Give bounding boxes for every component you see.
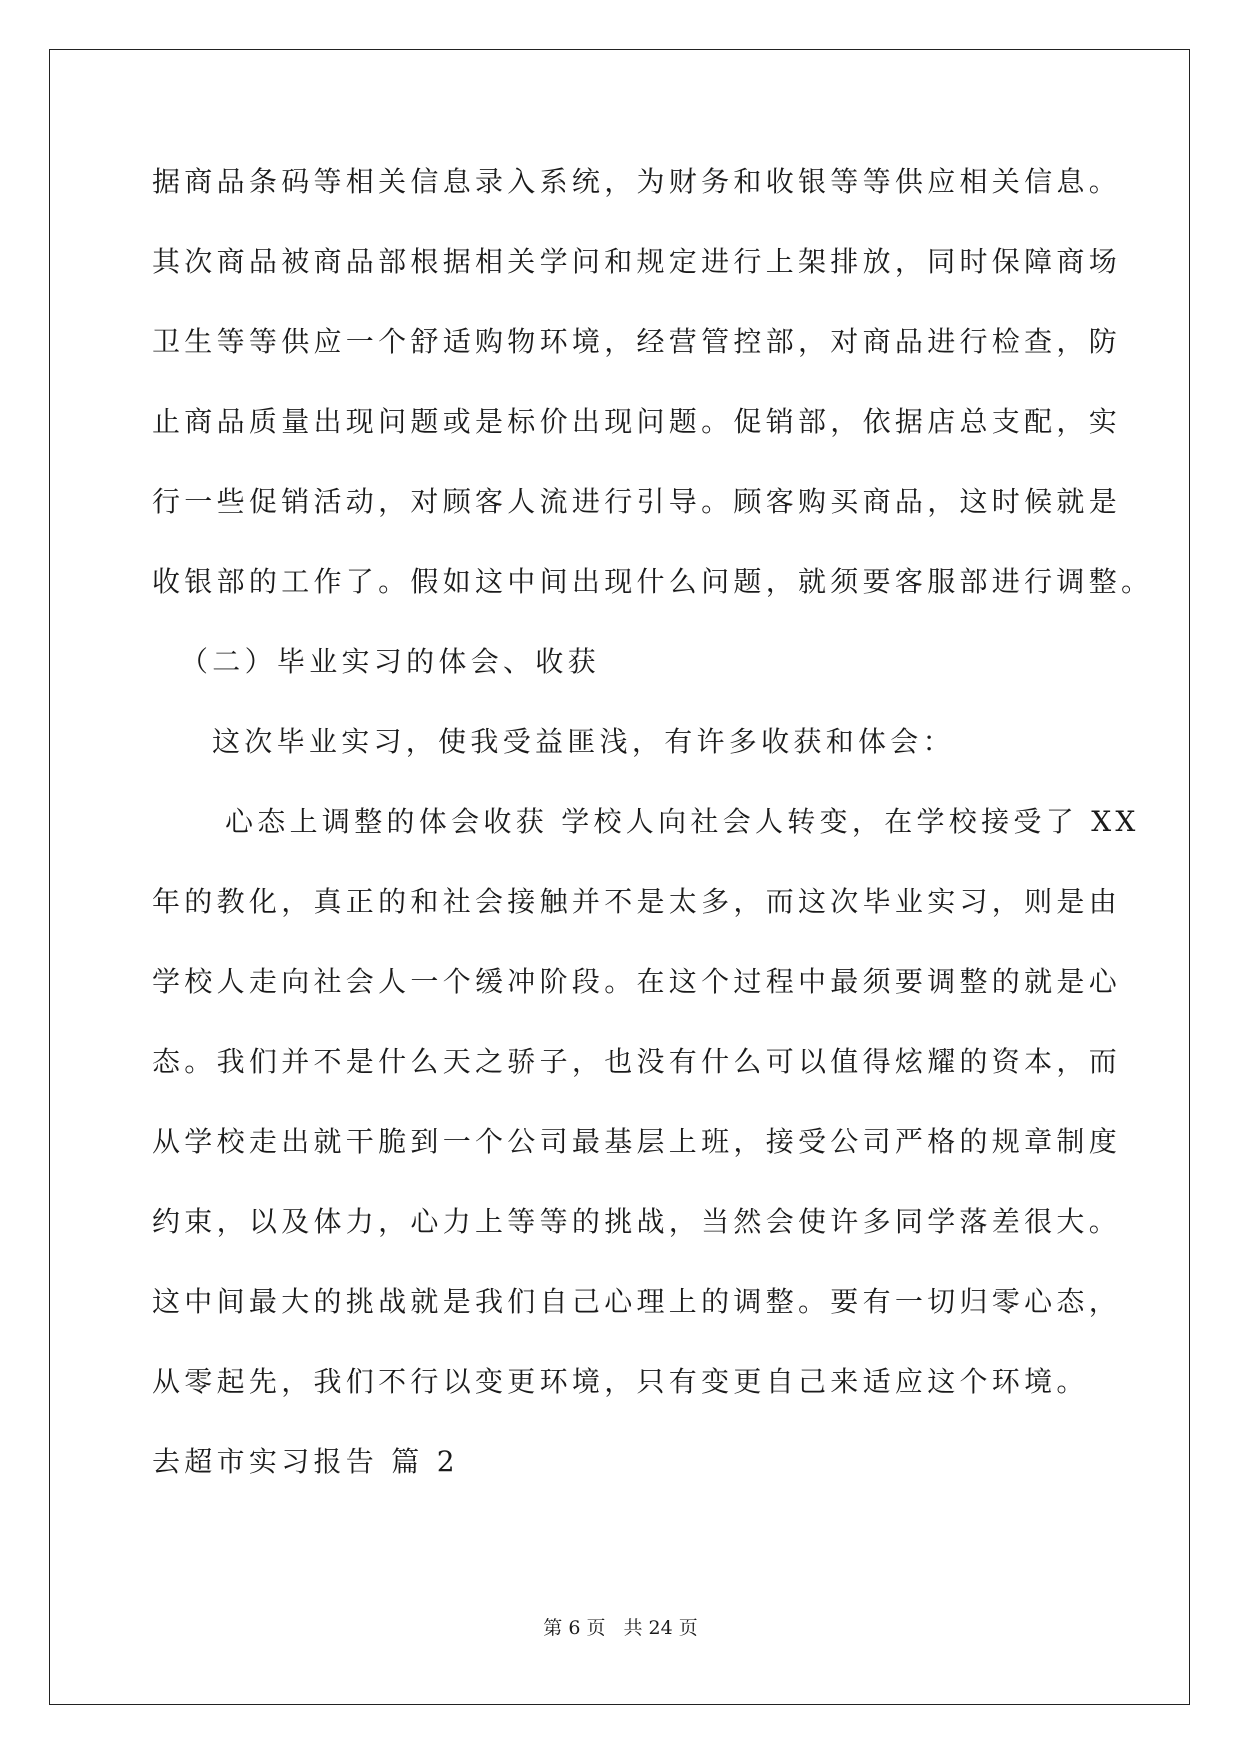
body-line: 卫生等等供应一个舒适购物环境，经营管控部，对商品进行检查，防 — [152, 325, 1122, 358]
page-footer — [0, 1616, 1241, 1640]
body-line: 这中间最大的挑战就是我们自己心理上的调整。要有一切归零心态， — [152, 1285, 1122, 1318]
body-line: 收银部的工作了。假如这中间出现什么问题，就须要客服部进行调整。 — [152, 565, 1154, 598]
body-line: 据商品条码等相关信息录入系统，为财务和收银等等供应相关信息。 — [152, 165, 1122, 198]
paragraph-intro: 这次毕业实习，使我受益匪浅，有许多收获和体会： — [212, 725, 955, 758]
body-line: 学校人走向社会人一个缓冲阶段。在这个过程中最须要调整的就是心 — [152, 965, 1122, 998]
body-line: 行一些促销活动，对顾客人流进行引导。顾客购买商品，这时候就是 — [152, 485, 1122, 518]
body-line: 态。我们并不是什么天之骄子，也没有什么可以值得炫耀的资本，而 — [152, 1045, 1122, 1078]
body-line: 其次商品被商品部根据相关学问和规定进行上架排放，同时保障商场 — [152, 245, 1122, 278]
current-page-label: 第 6 页 — [543, 1617, 606, 1639]
body-line: 从学校走出就干脆到一个公司最基层上班，接受公司严格的规章制度 — [152, 1125, 1122, 1158]
body-line: 止商品质量出现问题或是标价出现问题。促销部，依据店总支配，实 — [152, 405, 1122, 438]
report-subtitle: 去超市实习报告 篇 2 — [152, 1445, 459, 1478]
total-pages-label: 共 24 页 — [623, 1617, 698, 1639]
body-line: 约束，以及体力，心力上等等的挑战，当然会使许多同学落差很大。 — [152, 1205, 1122, 1238]
body-line: 心态上调整的体会收获 学校人向社会人转变，在学校接受了 XX — [225, 805, 1140, 838]
section-heading: （二）毕业实习的体会、收获 — [180, 645, 600, 678]
body-line: 从零起先，我们不行以变更环境，只有变更自己来适应这个环境。 — [152, 1365, 1089, 1398]
body-line: 年的教化，真正的和社会接触并不是太多，而这次毕业实习，则是由 — [152, 885, 1122, 918]
